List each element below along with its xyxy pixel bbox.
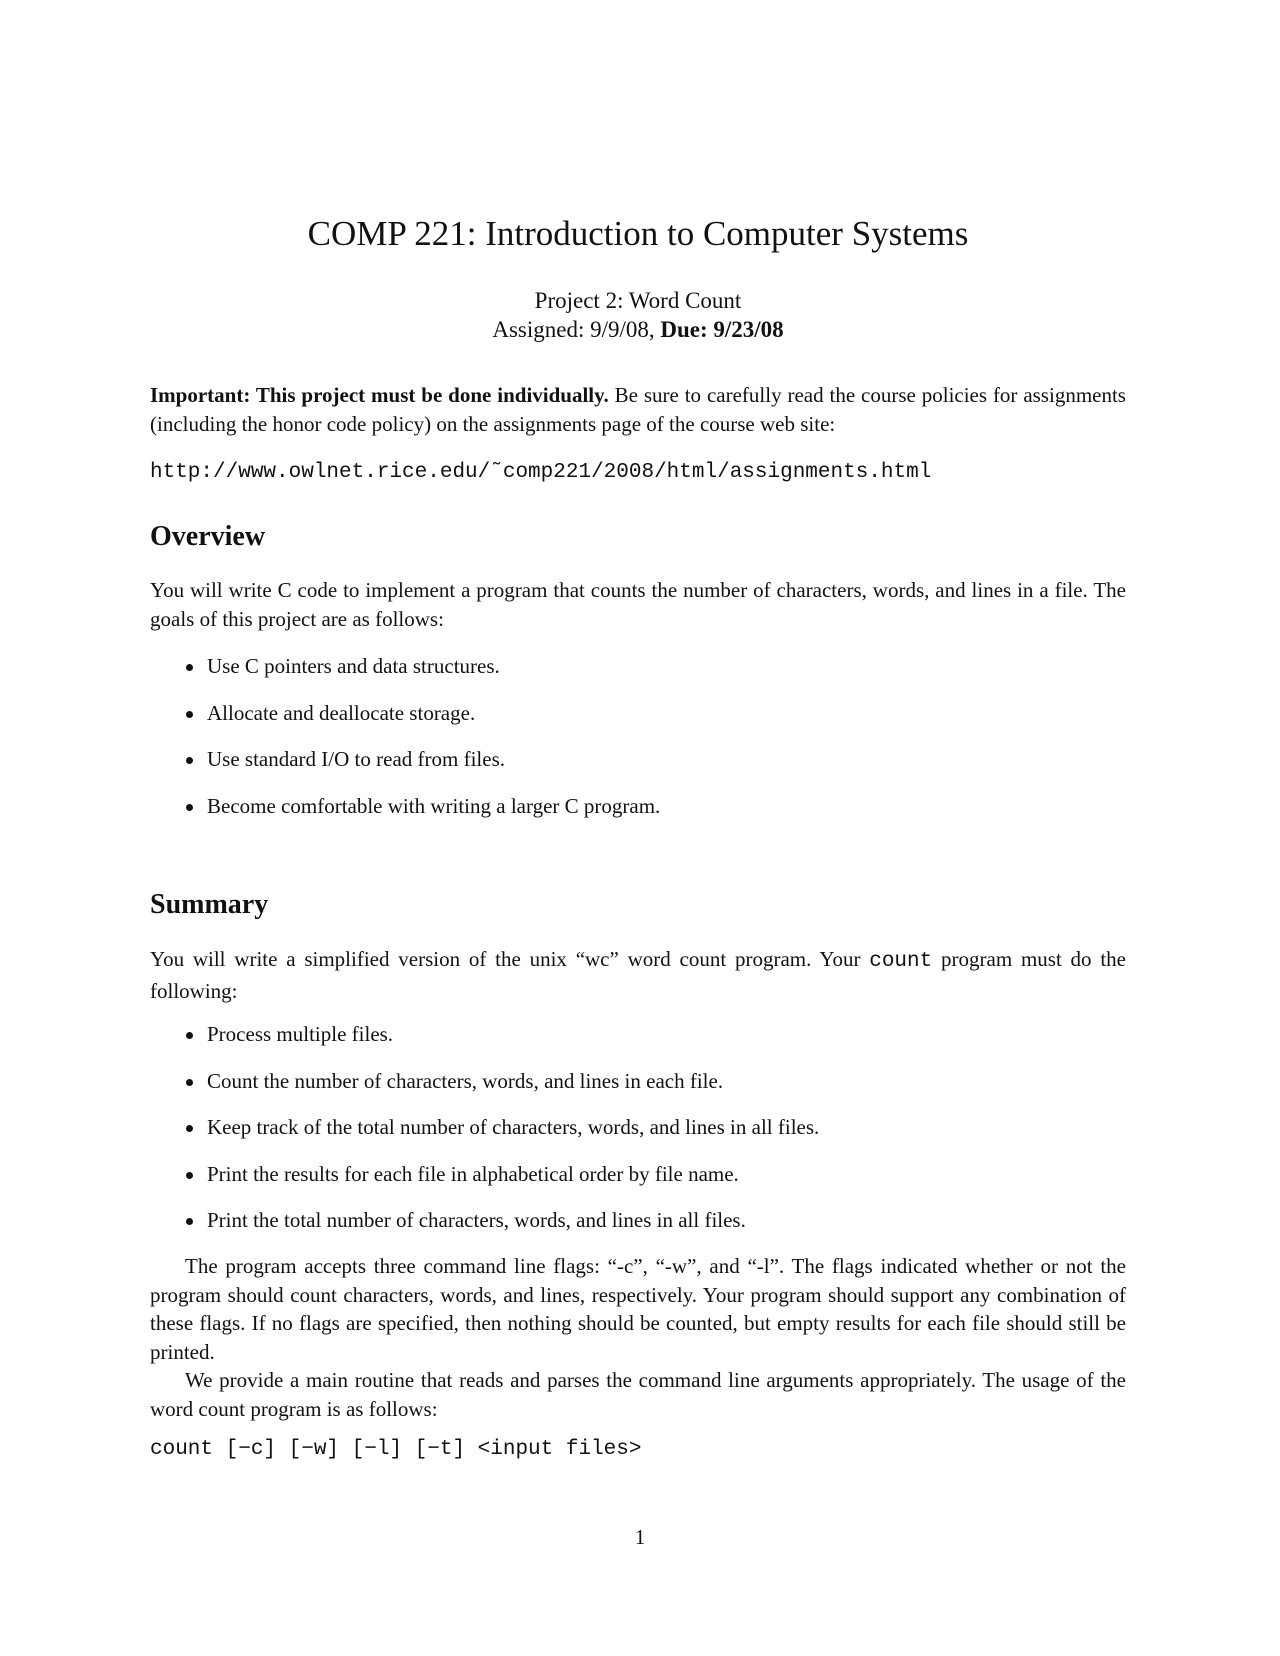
list-item: Print the total number of characters, words, and lines in all files. (150, 1206, 1126, 1253)
flags-paragraph: The program accepts three command line flags: “-c”, “-w”, and “-l”. The flags indicated whether or not the program should count characters, words, and lines, respectively. Your program should support any combination of these flags. If no flags are specified, then nothing should be counted, but empty results for each file should still be printed. (150, 1254, 1126, 1364)
project-name: Project 2: Word Count (534, 288, 742, 313)
summary-heading: Summary (150, 889, 269, 920)
list-item: Use C pointers and data structures. (150, 652, 1126, 699)
page-number: 1 (634, 1525, 646, 1549)
bullet-icon (186, 757, 193, 764)
document-subtitle (150, 286, 1126, 344)
important-bold: Important: This project must be done individually. (150, 383, 609, 407)
list-item: Print the results for each file in alphabetical order by file name. (150, 1160, 1126, 1207)
document-title: COMP 221: Introduction to Computer Systems (307, 214, 969, 253)
usage-code: count [−c] [−w] [−l] [−t] <input files> (150, 1438, 642, 1461)
bullet-icon (186, 711, 193, 718)
assignments-url: http://www.owlnet.rice.edu/˜comp221/2008/html/assignments.html (150, 461, 932, 484)
bullet-icon (186, 1125, 193, 1132)
important-notice (150, 381, 1126, 438)
list-item: Keep track of the total number of characters, words, and lines in all files. (150, 1113, 1126, 1160)
goals-list (150, 652, 1126, 838)
bullet-icon (186, 1032, 193, 1039)
list-item: Process multiple files. (150, 1020, 1126, 1067)
list-item: Count the number of characters, words, and lines in each file. (150, 1067, 1126, 1114)
list-item: Become comfortable with writing a larger C program. (150, 792, 1126, 839)
list-item: Allocate and deallocate storage. (150, 699, 1126, 746)
bullet-icon (186, 804, 193, 811)
requirements-list (150, 1020, 1126, 1253)
bullet-icon (186, 1079, 193, 1086)
overview-intro: You will write C code to implement a program that counts the number of characters, words, and lines in a file. The goals of this project are as follows: (150, 578, 1126, 631)
bullet-icon (186, 1172, 193, 1179)
overview-heading: Overview (150, 521, 266, 552)
summary-intro: You will write a simplified version of the unix “wc” word count program. Your count program must do the following: (150, 947, 1126, 1003)
count-code: count (869, 950, 933, 973)
due-date: Due: 9/23/08 (660, 317, 784, 342)
usage-paragraph: We provide a main routine that reads and parses the command line arguments appropriately. The usage of the word count program is as follows: (150, 1368, 1126, 1421)
important-text: Be sure to carefully read the course policies for assignments (including the honor code policy) on the assignments page of the course web site: (150, 383, 1126, 436)
dates-line (150, 315, 1126, 344)
bullet-icon (186, 664, 193, 671)
list-item: Use standard I/O to read from files. (150, 745, 1126, 792)
assigned-date: Assigned: 9/9/08, (492, 317, 661, 342)
bullet-icon (186, 1218, 193, 1225)
